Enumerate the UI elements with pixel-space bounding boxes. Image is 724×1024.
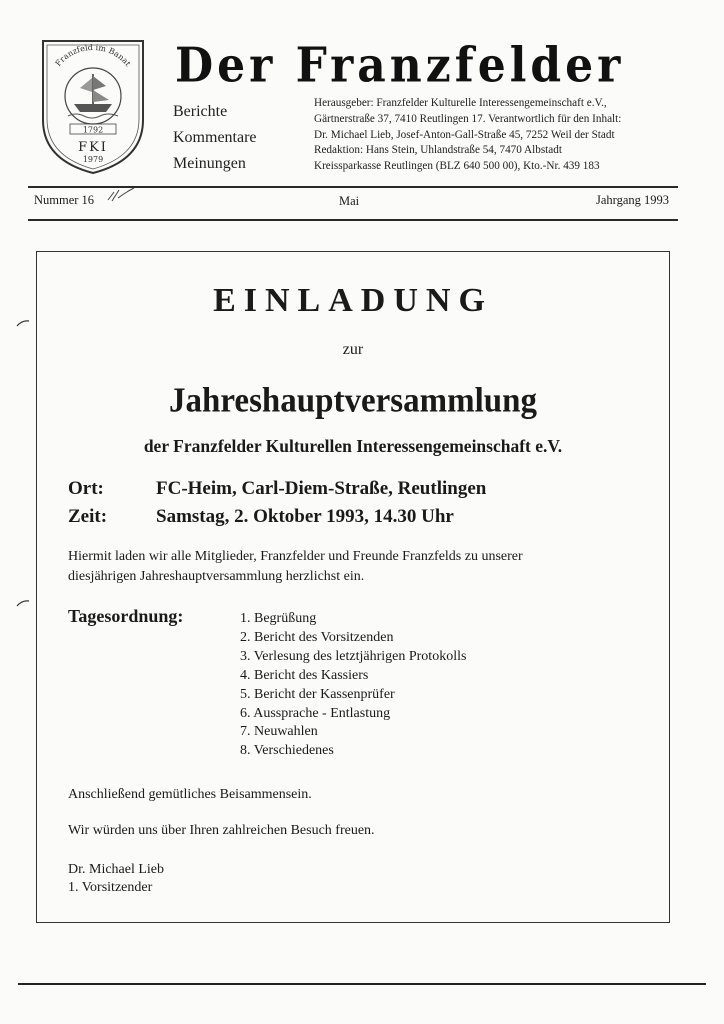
agenda-item: 5. Bericht der Kassenprüfer (240, 686, 395, 702)
masthead-sections (173, 99, 257, 177)
punch-mark-icon (16, 598, 30, 608)
invitation-heading: EINLADUNG (213, 282, 493, 319)
signature-name: Dr. Michael Lieb (68, 862, 165, 877)
agenda-item: 3. Verlesung des letztjährigen Protokolls (240, 648, 467, 664)
issue-year: Jahrgang 1993 (596, 193, 670, 207)
invitation-connector: zur (342, 341, 364, 358)
punch-mark-icon (16, 318, 30, 328)
masthead-title: Der Franzfelder (175, 38, 625, 94)
section-label: Meinungen (173, 155, 246, 172)
zeit-value: Samstag, 2. Oktober 1993, 14.30 Uhr (156, 506, 454, 527)
agenda-item: 6. Aussprache - Entlastung (240, 705, 391, 721)
svg-text:1979: 1979 (82, 155, 104, 164)
header-rule-bottom (28, 219, 678, 221)
invitation-subtitle: der Franzfelder Kulturellen Interessengemeinschaft e.V. (143, 436, 563, 456)
zeit-label: Zeit: (68, 506, 108, 527)
section-label: Berichte (173, 103, 228, 120)
ship-crest-icon (40, 38, 146, 176)
agenda-item: 1. Begrüßung (240, 611, 317, 626)
agenda-item: 4. Bericht des Kassiers (240, 667, 369, 683)
agenda-item: 2. Bericht des Vorsitzenden (240, 629, 394, 645)
signature-role: 1. Vorsitzender (68, 880, 153, 895)
publisher-info (314, 96, 684, 175)
intro-line: diesjährigen Jahreshauptversammlung herzlichst ein. (68, 569, 365, 584)
agenda-item: 7. Neuwahlen (240, 724, 318, 740)
intro-paragraph (68, 547, 628, 587)
issue-number: Nummer 16 (34, 193, 95, 207)
svg-text:1792: 1792 (82, 125, 104, 135)
agenda-label: Tagesordnung: (68, 606, 184, 626)
intro-line: Hiermit laden wir alle Mitglieder, Franzfelder und Freunde Franzfelds zu unserer (68, 549, 523, 564)
closing-line: Anschließend gemütliches Beisammensein. (68, 787, 312, 802)
publisher-line: Redaktion: Hans Stein, Uhlandstraße 54, 7470 Albstadt (314, 144, 562, 157)
agenda-list (240, 610, 466, 761)
issue-month: Mai (339, 194, 360, 208)
footer-rule (18, 983, 706, 985)
ort-label: Ort: (68, 478, 104, 499)
svg-text:FKI: FKI (78, 140, 108, 155)
invitation-title: Jahreshauptversammlung (169, 382, 537, 421)
closing-line: Wir würden uns über Ihren zahlreichen Besuch freuen. (68, 823, 375, 838)
publisher-line: Herausgeber: Franzfelder Kulturelle Interessengemeinschaft e.V., (314, 97, 607, 109)
publisher-line: Gärtnerstraße 37, 7410 Reutlingen 17. Verantwortlich für den Inhalt: (314, 112, 622, 125)
ort-value: FC-Heim, Carl-Diem-Straße, Reutlingen (156, 478, 487, 499)
svg-text:Franzfeld im Banat: Franzfeld im Banat (53, 42, 133, 69)
handwritten-mark-icon (106, 186, 136, 206)
section-label: Kommentare (173, 129, 257, 146)
agenda-item: 8. Verschiedenes (240, 743, 334, 759)
publisher-line: Dr. Michael Lieb, Josef-Anton-Gall-Straße 45, 7252 Weil der Stadt (314, 128, 615, 141)
publisher-line: Kreissparkasse Reutlingen (BLZ 640 500 00), Kto.-Nr. 439 183 (314, 160, 600, 173)
